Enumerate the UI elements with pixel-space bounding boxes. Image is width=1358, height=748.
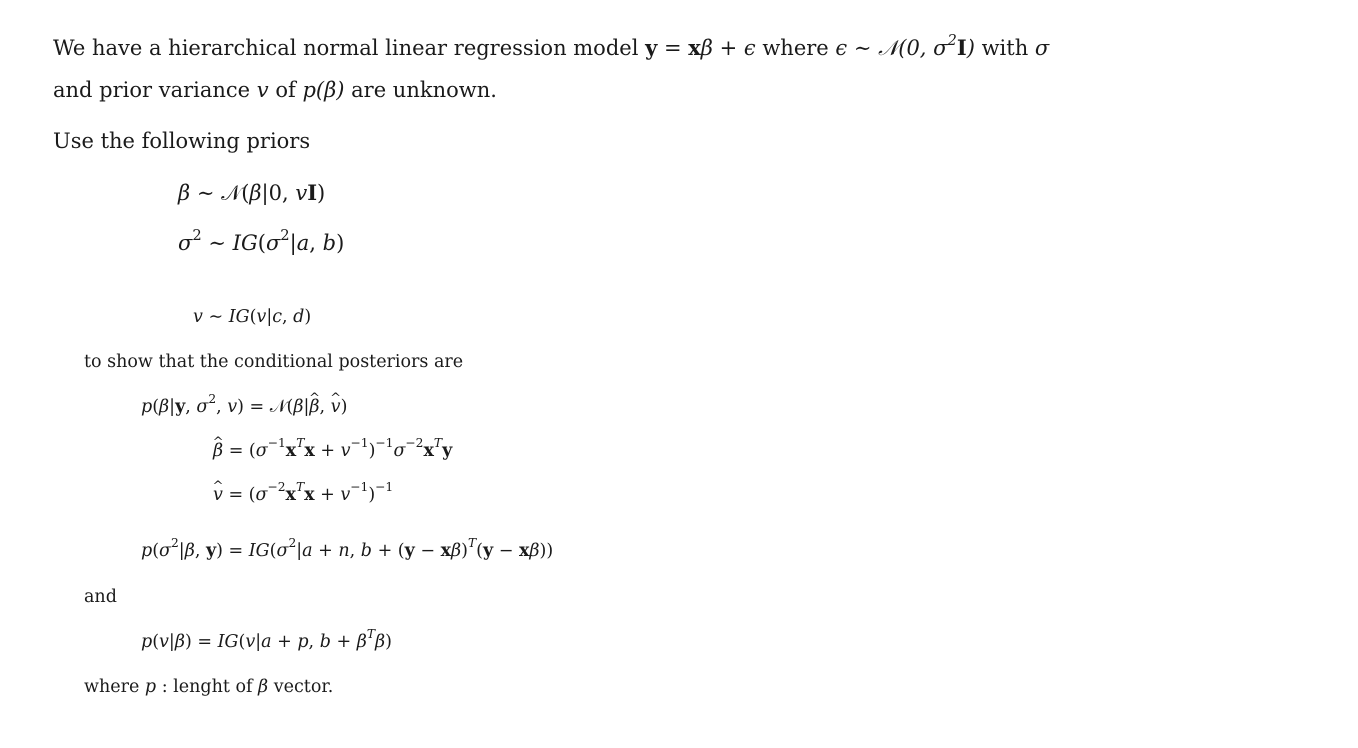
and-word: and: [84, 587, 117, 607]
intro-line-1: [53, 32, 1050, 60]
posteriors-heading: to show that the conditional posteriors are: [84, 352, 464, 372]
sigma-symbol: σ: [1034, 36, 1050, 60]
with-word: with: [981, 36, 1029, 60]
where-p-end: vector.: [273, 677, 334, 697]
where-word: where: [762, 36, 829, 60]
where-p-pre: where: [84, 677, 140, 697]
prior-v-equation: v ∼ IG(v|c, d): [193, 307, 312, 327]
where-p-post: : lenght of: [161, 677, 253, 697]
posterior-beta-equation: p(β|y, $\sigma^2$, v) = 𝒩(β|^ β, ^ v): [141, 399, 347, 417]
p-beta-symbol: p(β): [302, 78, 345, 102]
v-hat-equation: ^ $v = (\sigma^{-2}x^Tx + v^{-1})^{-1}$: [213, 487, 393, 505]
p-symbol: p: [144, 677, 157, 697]
of-word: of: [275, 78, 296, 102]
posterior-sigma-equation: $p(\sigma^2|\beta$, $y) = IG(\sigma^2|a + n$, $b + (y - x\beta)^T(y - x\beta)$): [141, 536, 554, 561]
intro-line-2: [53, 80, 497, 101]
prior-sigma-equation: $\sigma^2$ ∼ $IG(\sigma^2|a$, b): [178, 227, 345, 255]
where-p-line: [84, 679, 333, 697]
model-equation: y = xβ + ϵ: [645, 35, 756, 60]
prior-beta-equation: β ∼ 𝒩(β|0, vI): [178, 180, 326, 205]
unknown-text: are unknown.: [351, 78, 497, 102]
priors-heading: Use the following priors: [53, 129, 311, 153]
noise-equation: ϵ ∼ 𝒩(0, $\sigma^2I$): [835, 32, 975, 60]
posterior-v-equation: p(v|β) = IG(v|a + p, $b + \beta^T\beta$): [141, 627, 392, 652]
beta-hat-equation: ^ $\beta = (\sigma^{-1}x^Tx + v^{-1})^{-1}\sigma^{-2}x^Ty$: [213, 443, 452, 461]
v-symbol: v: [256, 78, 269, 102]
beta-symbol: β: [258, 677, 269, 697]
intro-text: We have a hierarchical normal linear regression model: [53, 36, 639, 60]
prior-variance-text: and prior variance: [53, 78, 251, 102]
